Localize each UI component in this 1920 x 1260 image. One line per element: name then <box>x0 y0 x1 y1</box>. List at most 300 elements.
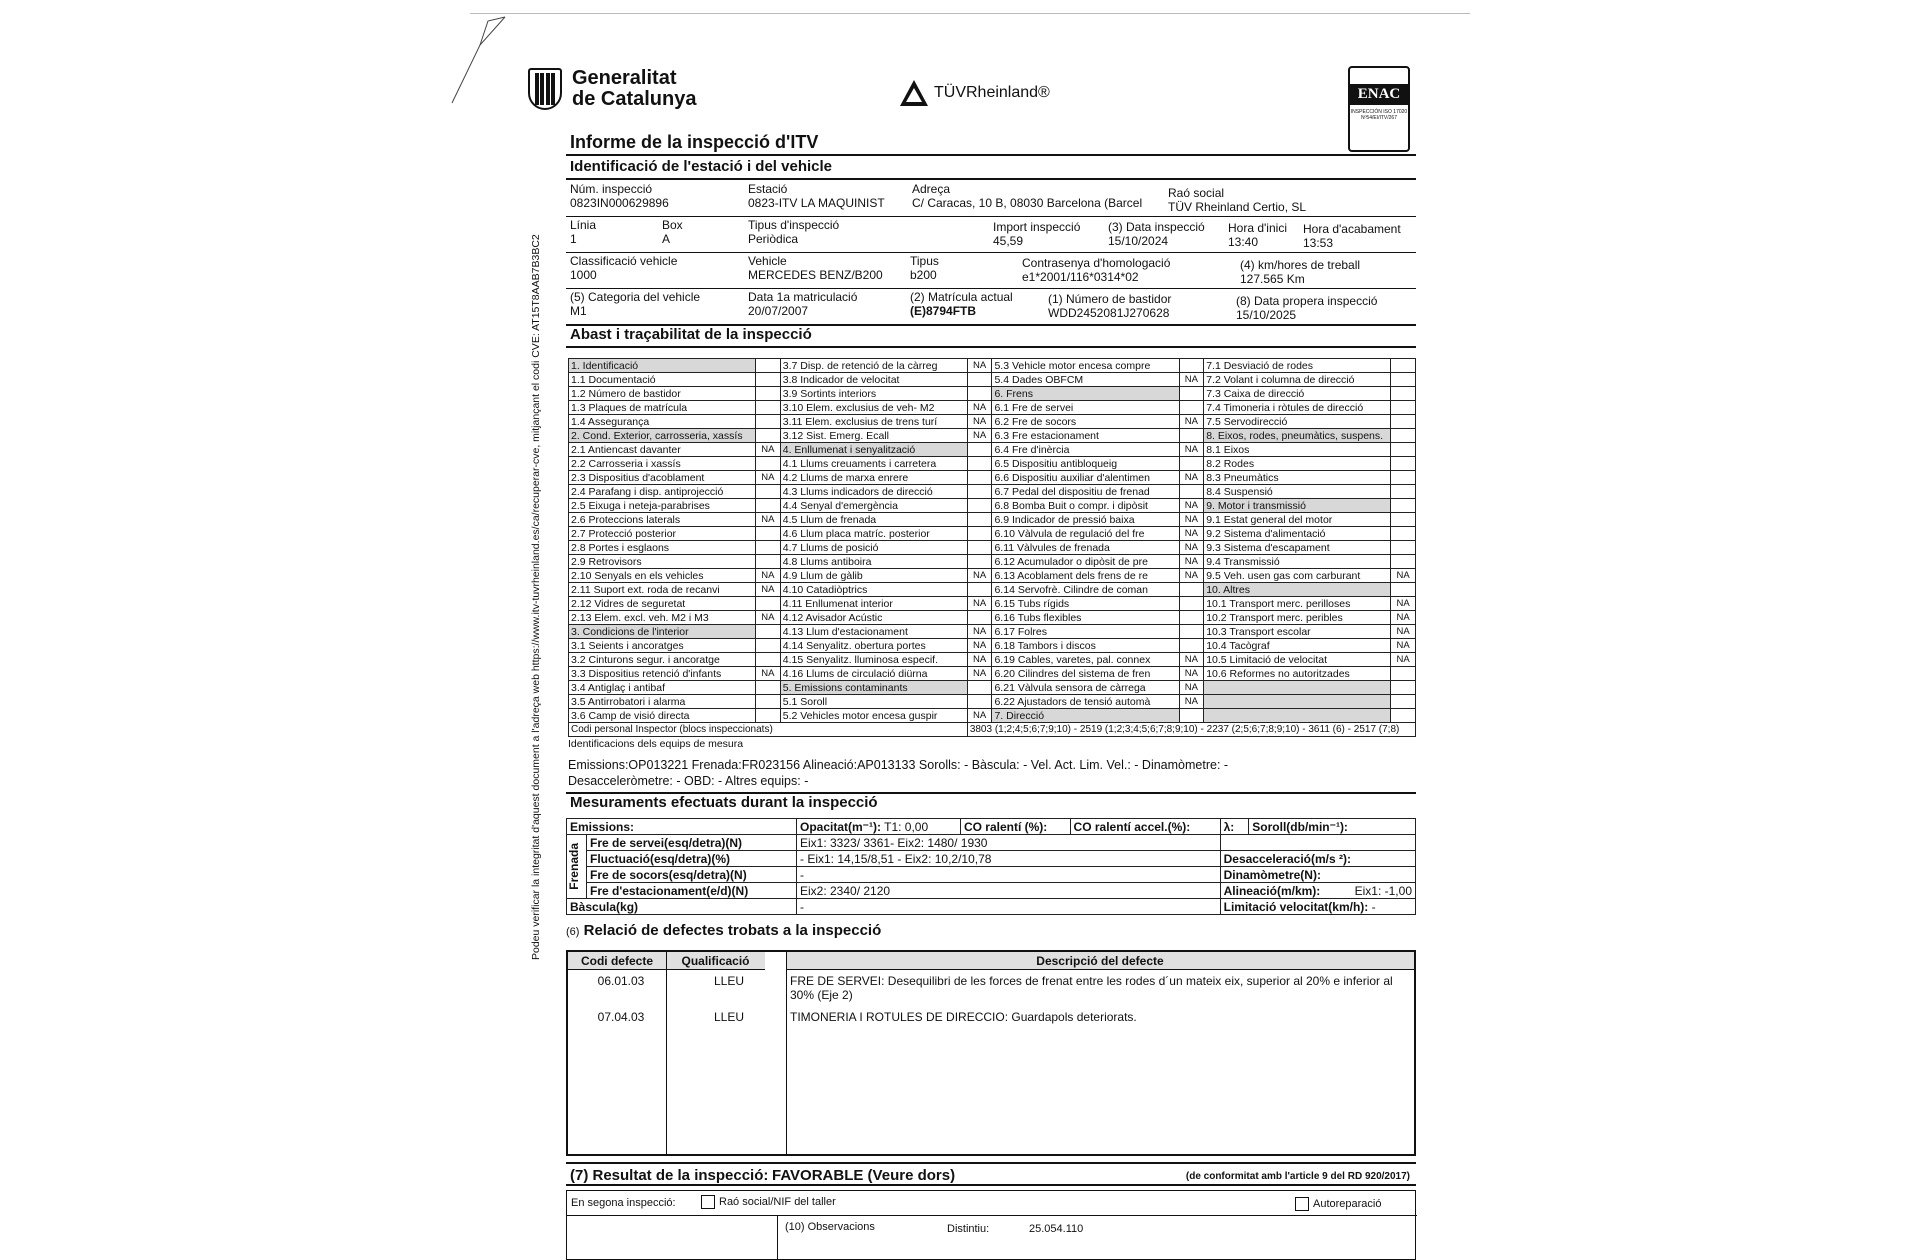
enac-logo <box>1348 66 1410 152</box>
abast-item: 8.1 Eixos <box>1204 443 1391 457</box>
inspector-code-label: Codi personal Inspector (blocs inspeccionats) <box>569 723 968 737</box>
result-note: (de conformitat amb l'article 9 del RD 920/2017) <box>1185 1171 1410 1182</box>
page-edge <box>470 13 1470 14</box>
abast-item: 3.1 Seients i ancoratges <box>569 639 756 653</box>
abast-item-status: NA <box>967 667 992 681</box>
abast-item: 6.17 Folres <box>992 625 1179 639</box>
defect-qualification: LLEU <box>713 1010 745 1024</box>
abast-item: 7.2 Volant i columna de direcció <box>1204 373 1391 387</box>
defects-table <box>566 950 1416 1156</box>
defect-description: TIMONERIA I ROTULES DE DIRECCIO: Guardapols deteriorats. <box>790 1010 1137 1024</box>
abast-item: 6.16 Tubs flexibles <box>992 611 1179 625</box>
abast-item: 6.18 Tambors i discos <box>992 639 1179 653</box>
abast-item: 8. Eixos, rodes, pneumàtics, suspens. <box>1204 429 1391 443</box>
abast-item-status: NA <box>756 471 781 485</box>
abast-item: 3.6 Camp de visió directa <box>569 709 756 723</box>
autoreparacio-checkbox[interactable] <box>1295 1197 1309 1211</box>
abast-item-status <box>967 373 992 387</box>
abast-item: 7.3 Caixa de direcció <box>1204 387 1391 401</box>
abast-item-status: NA <box>967 429 992 443</box>
field-data-inspeccio: (3) Data inspecció 15/10/2024 <box>1108 220 1205 248</box>
section-identification-title: Identificació de l'estació i del vehicle <box>570 158 832 175</box>
abast-item-status: NA <box>967 359 992 373</box>
abast-item-status: NA <box>1391 569 1416 583</box>
abast-row <box>569 387 1416 401</box>
abast-item: 6.14 Servofrè. Cilindre de coman <box>992 583 1179 597</box>
col-qualificacio: Qualificació <box>666 952 765 970</box>
abast-item: 4.5 Llum de frenada <box>780 513 967 527</box>
abast-item: 6.6 Dispositiu auxiliar d'alentimen <box>992 471 1179 485</box>
abast-item-status <box>756 625 781 639</box>
abast-row <box>569 681 1416 695</box>
abast-item <box>1204 709 1391 723</box>
abast-item-status <box>756 639 781 653</box>
field-vehicle: Vehicle MERCEDES BENZ/B200 <box>748 254 883 282</box>
abast-item-status <box>1179 583 1204 597</box>
abast-item: 6.15 Tubs rígids <box>992 597 1179 611</box>
abast-item: 4.10 Catadiòptrics <box>780 583 967 597</box>
abast-item-status <box>967 471 992 485</box>
field-tipus-inspeccio: Tipus d'inspecció Periòdica <box>748 218 840 246</box>
abast-item-status <box>756 387 781 401</box>
abast-item-status <box>756 373 781 387</box>
abast-item: 10.6 Reformes no autoritzades <box>1204 667 1391 681</box>
abast-item <box>1204 681 1391 695</box>
abast-row <box>569 527 1416 541</box>
abast-item: 6.7 Pedal del dispositiu de frenad <box>992 485 1179 499</box>
abast-item: 8.4 Suspensió <box>1204 485 1391 499</box>
abast-item: 6.21 Vàlvula sensora de càrrega <box>992 681 1179 695</box>
field-num-inspeccio: Núm. inspecció 0823IN000629896 <box>570 182 669 210</box>
abast-item: 5.2 Vehicles motor encesa guspir <box>780 709 967 723</box>
field-estacio: Estació 0823-ITV LA MAQUINIST <box>748 182 885 210</box>
abast-item: 6.10 Vàlvula de regulació del fre <box>992 527 1179 541</box>
abast-item: 5.3 Vehicle motor encesa compre <box>992 359 1179 373</box>
abast-item-status: NA <box>1179 569 1204 583</box>
abast-item-status: NA <box>1391 653 1416 667</box>
abast-item: 4.9 Llum de gàlib <box>780 569 967 583</box>
abast-item-status <box>756 709 781 723</box>
fre-estacionament-label: Fre d'estacionament(e/d)(N) <box>587 883 797 899</box>
field-matricula: (2) Matrícula actual (E)8794FTB <box>910 290 1013 318</box>
equipment-line1: Emissions:OP013221 Frenada:FR023156 Alineació:AP013133 Sorolls: - Bàscula: - Vel. Act. Lim. Vel.: - Dinamòmetre: - <box>568 758 1229 772</box>
abast-item-status <box>1391 667 1416 681</box>
abast-item-status <box>756 681 781 695</box>
abast-row <box>569 709 1416 723</box>
abast-item-status <box>756 359 781 373</box>
field-contrasenya: Contrasenya d'homologació e1*2001/116*0314*02 <box>1022 256 1171 284</box>
abast-item: 4.3 Llums indicadors de direcció <box>780 485 967 499</box>
result-bar <box>566 1162 1416 1186</box>
abast-item: 9.1 Estat general del motor <box>1204 513 1391 527</box>
abast-row <box>569 359 1416 373</box>
abast-item: 1. Identificació <box>569 359 756 373</box>
abast-item-status <box>756 457 781 471</box>
abast-item: 2.3 Dispositius d'acoblament <box>569 471 756 485</box>
abast-item: 2.5 Eixuga i neteja-parabrises <box>569 499 756 513</box>
abast-item: 2.2 Carrosseria i xassís <box>569 457 756 471</box>
dinamometre: Dinamòmetre(N): <box>1220 867 1415 883</box>
abast-item-status <box>967 681 992 695</box>
abast-row <box>569 639 1416 653</box>
field-bastidor: (1) Número de bastidor WDD2452081J270628 <box>1048 292 1172 320</box>
abast-row <box>569 555 1416 569</box>
verification-note: Podeu verificar la integritat d'aquest document a l'adreça web https://www.itv-tuvrheinland.es/ca/recuperar-cve, mitjançant el codi CVE: AT15T8AAB7B3BC2 <box>530 234 542 960</box>
abast-item-status <box>1179 401 1204 415</box>
abast-item-status <box>1391 499 1416 513</box>
abast-item: 2.6 Proteccions laterals <box>569 513 756 527</box>
distintiu-label: Distintiu: <box>947 1223 990 1235</box>
abast-item: 4.6 Llum placa matríc. posterior <box>780 527 967 541</box>
abast-item: 5.4 Dades OBFCM <box>992 373 1179 387</box>
divider <box>566 346 1416 348</box>
abast-item-status <box>756 695 781 709</box>
observacions-label: (10) Observacions <box>785 1221 875 1233</box>
field-adreca: Adreça C/ Caracas, 10 B, 08030 Barcelona (Barcel <box>912 182 1143 210</box>
abast-item-status <box>967 513 992 527</box>
abast-item: 6.19 Cables, varetes, pal. connex <box>992 653 1179 667</box>
abast-item-status <box>1391 443 1416 457</box>
field-data-matricula: Data 1a matriculació 20/07/2007 <box>748 290 858 318</box>
abast-item-status <box>967 457 992 471</box>
abast-item-status <box>1391 359 1416 373</box>
scan-corner-mark <box>450 15 510 105</box>
equipment-line2: Desacceleròmetre: - OBD: - Altres equips: - <box>568 774 809 788</box>
abast-item-status <box>1179 709 1204 723</box>
co-accel: CO ralentí accel.(%): <box>1070 819 1220 835</box>
abast-item: 3.4 Antiglaç i antibaf <box>569 681 756 695</box>
abast-item: 10.1 Transport merc. perilloses <box>1204 597 1391 611</box>
divider <box>566 216 1416 217</box>
defect-description: FRE DE SERVEI: Desequilibri de les forces de frenat entre les rodes d´un mateix eix, superior al 20% e inferior al 30% (Eje 2) <box>790 974 1393 1002</box>
field-hora-inici: Hora d'inici 13:40 <box>1228 221 1287 249</box>
abast-item: 3.7 Disp. de retenció de la càrreg <box>780 359 967 373</box>
segona-inspeccio-label: En segona inspecció: <box>571 1197 676 1209</box>
defect-qualification: LLEU <box>713 974 745 988</box>
abast-row <box>569 569 1416 583</box>
abast-item: 4.11 Enllumenat interior <box>780 597 967 611</box>
abast-item: 1.4 Assegurança <box>569 415 756 429</box>
abast-row <box>569 625 1416 639</box>
abast-item: 6.4 Fre d'inèrcia <box>992 443 1179 457</box>
divider <box>566 178 1416 180</box>
abast-item: 2.12 Vidres de seguretat <box>569 597 756 611</box>
abast-item-status <box>756 597 781 611</box>
autoreparacio-field: Autoreparació <box>1291 1197 1382 1211</box>
abast-item-status: NA <box>1179 667 1204 681</box>
abast-item-status: NA <box>1391 597 1416 611</box>
abast-item-status: NA <box>1179 527 1204 541</box>
abast-item-status <box>1391 695 1416 709</box>
abast-item-status <box>756 527 781 541</box>
abast-item-status <box>1391 709 1416 723</box>
abast-item-status: NA <box>1179 541 1204 555</box>
abast-item-status <box>1179 387 1204 401</box>
abast-item: 8.3 Pneumàtics <box>1204 471 1391 485</box>
abast-item: 4.7 Llums de posició <box>780 541 967 555</box>
abast-item: 4.4 Senyal d'emergència <box>780 499 967 513</box>
abast-item: 4.15 Senyalitz. lluminosa especif. <box>780 653 967 667</box>
abast-item: 4.16 Llums de circulació diürna <box>780 667 967 681</box>
abast-item-status: NA <box>1179 373 1204 387</box>
abast-item: 6.3 Fre estacionament <box>992 429 1179 443</box>
abast-item: 10.3 Transport escolar <box>1204 625 1391 639</box>
abast-item: 3.5 Antirrobatori i alarma <box>569 695 756 709</box>
rao-taller-field: Raó social/NIF del taller <box>697 1195 836 1209</box>
abast-row <box>569 513 1416 527</box>
inspector-code-value: 3803 (1;2;4;5;6;7;9;10) - 2519 (1;2;3;4;5;6;7;8;9;10) - 2237 (2;5;6;7;8;9;10) - 3611 (6) - 2517 (7;8) <box>967 723 1415 737</box>
rao-taller-checkbox[interactable] <box>701 1195 715 1209</box>
abast-row <box>569 611 1416 625</box>
abast-item-status <box>1179 359 1204 373</box>
measurements-table <box>566 818 1416 915</box>
lambda: λ: <box>1220 819 1249 835</box>
abast-item-status <box>967 695 992 709</box>
abast-item: 10.4 Tacògraf <box>1204 639 1391 653</box>
abast-item: 9.4 Transmissió <box>1204 555 1391 569</box>
abast-item-status <box>756 415 781 429</box>
result-value: FAVORABLE (Veure dors) <box>772 1167 956 1184</box>
abast-item: 6.11 Vàlvules de frenada <box>992 541 1179 555</box>
abast-item-status: NA <box>756 611 781 625</box>
abast-item: 6.5 Dispositiu antibloqueig <box>992 457 1179 471</box>
col-codi-defecte: Codi defecte <box>568 952 666 970</box>
abast-item: 2.13 Elem. excl. veh. M2 i M3 <box>569 611 756 625</box>
abast-item: 8.2 Rodes <box>1204 457 1391 471</box>
abast-item-status <box>756 555 781 569</box>
abast-item: 1.3 Plaques de matrícula <box>569 401 756 415</box>
abast-item: 10.2 Transport merc. peribles <box>1204 611 1391 625</box>
abast-item <box>1204 695 1391 709</box>
abast-item-status: NA <box>1179 499 1204 513</box>
abast-item-status <box>967 485 992 499</box>
abast-item-status: NA <box>967 653 992 667</box>
tuv-triangle-icon <box>900 80 928 106</box>
field-box: Box A <box>662 218 683 246</box>
abast-item-status: NA <box>1179 681 1204 695</box>
abast-item: 1.2 Número de bastidor <box>569 387 756 401</box>
enac-accreditation: INSPECCIÓN ISO 17020 Nº54/EI/ITV/267 <box>1350 109 1408 121</box>
generalitat-line1: Generalitat <box>572 67 677 89</box>
page-title: Informe de la inspecció d'ITV <box>570 132 819 152</box>
abast-item: 3.10 Elem. exclusius de veh- M2 <box>780 401 967 415</box>
abast-item: 5. Emissions contaminants <box>780 681 967 695</box>
field-propera-inspeccio: (8) Data propera inspecció 15/10/2025 <box>1236 294 1378 322</box>
divider <box>567 1215 1417 1216</box>
defect-code: 06.01.03 <box>597 974 645 988</box>
abast-item: 6.1 Fre de servei <box>992 401 1179 415</box>
alineacio: Alineació(m/km): Eix1: -1,00 <box>1220 883 1415 899</box>
abast-item: 4.14 Senyalitz. obertura portes <box>780 639 967 653</box>
abast-row <box>569 583 1416 597</box>
abast-item-status <box>967 443 992 457</box>
field-hora-acabament: Hora d'acabament 13:53 <box>1303 222 1401 250</box>
abast-row <box>569 415 1416 429</box>
abast-item-status <box>1179 625 1204 639</box>
abast-item-status <box>756 541 781 555</box>
desacceleracio: Desacceleració(m/s ²): <box>1220 851 1415 867</box>
abast-item-status: NA <box>1391 625 1416 639</box>
abast-item-status <box>1179 485 1204 499</box>
abast-item: 3.3 Dispositius retenció d'infants <box>569 667 756 681</box>
abast-item: 2.8 Portes i esglaons <box>569 541 756 555</box>
abast-item-status: NA <box>756 513 781 527</box>
abast-item: 9.3 Sistema d'escapament <box>1204 541 1391 555</box>
bascula-value: - <box>797 899 1221 915</box>
abast-item-status: NA <box>1179 695 1204 709</box>
abast-item-status: NA <box>967 625 992 639</box>
field-import: Import inspecció 45,59 <box>993 220 1081 248</box>
abast-item-status: NA <box>756 569 781 583</box>
equipment-title: Identificacions dels equips de mesura <box>568 738 744 750</box>
abast-item-status: NA <box>967 569 992 583</box>
abast-item-status <box>1179 611 1204 625</box>
divider <box>777 1215 778 1259</box>
abast-item: 6. Frens <box>992 387 1179 401</box>
divider <box>566 288 1416 289</box>
section-measurements-title: Mesuraments efectuats durant la inspecció <box>570 794 878 811</box>
abast-item: 1.1 Documentació <box>569 373 756 387</box>
abast-row <box>569 695 1416 709</box>
abast-item-status <box>756 429 781 443</box>
abast-item-status <box>1391 373 1416 387</box>
abast-item: 9.5 Veh. usen gas com carburant <box>1204 569 1391 583</box>
abast-table <box>568 358 1416 737</box>
frenada-label: Frenada <box>567 835 587 899</box>
abast-item-status <box>1391 457 1416 471</box>
abast-item-status: NA <box>756 667 781 681</box>
abast-item: 4.1 Llums creuaments i carretera <box>780 457 967 471</box>
abast-item-status <box>1391 583 1416 597</box>
abast-item: 2.9 Retrovisors <box>569 555 756 569</box>
opacitat: Opacitat(m⁻¹): T1: 0,00 <box>797 819 961 835</box>
abast-item: 4.8 Llums antiboira <box>780 555 967 569</box>
emissions-label: Emissions: <box>567 819 797 835</box>
abast-item-status: NA <box>967 401 992 415</box>
abast-row <box>569 667 1416 681</box>
defects-heading: (6) Relació de defectes trobats a la inspecció <box>566 922 882 939</box>
abast-item-status <box>1391 471 1416 485</box>
abast-item-status <box>1391 429 1416 443</box>
result-label: (7) Resultat de la inspecció: <box>570 1167 769 1184</box>
abast-item-status <box>756 499 781 513</box>
abast-item-status <box>1391 415 1416 429</box>
abast-row <box>569 443 1416 457</box>
abast-item: 6.2 Fre de socors <box>992 415 1179 429</box>
enac-name: ENAC <box>1350 84 1408 105</box>
section-abast-title: Abast i traçabilitat de la inspecció <box>570 326 812 343</box>
abast-item-status: NA <box>1179 653 1204 667</box>
abast-item: 6.9 Indicador de pressió baixa <box>992 513 1179 527</box>
abast-item: 10. Altres <box>1204 583 1391 597</box>
fluctuacio-value: - Eix1: 14,15/8,51 - Eix2: 10,2/10,78 <box>797 851 1221 867</box>
abast-item: 6.12 Acumulador o dipòsit de pre <box>992 555 1179 569</box>
blank-cell <box>1220 835 1415 851</box>
abast-row <box>569 541 1416 555</box>
distintiu-value: 25.054.110 <box>1029 1223 1084 1235</box>
abast-item-status: NA <box>756 583 781 597</box>
abast-item: 6.22 Ajustadors de tensió automà <box>992 695 1179 709</box>
abast-item: 4.13 Llum d'estacionament <box>780 625 967 639</box>
abast-item: 3.8 Indicador de velocitat <box>780 373 967 387</box>
soroll: Soroll(db/min⁻¹): <box>1249 819 1416 835</box>
abast-item: 3.11 Elem. exclusius de trens turí <box>780 415 967 429</box>
generalitat-emblem-icon <box>528 68 562 110</box>
field-km: (4) km/hores de treball 127.565 Km <box>1240 258 1361 286</box>
abast-item-status: NA <box>1391 611 1416 625</box>
abast-item: 4. Enllumenat i senyalització <box>780 443 967 457</box>
abast-item-status: NA <box>1179 415 1204 429</box>
abast-item-status <box>967 611 992 625</box>
abast-item: 4.12 Avisador Acústic <box>780 611 967 625</box>
abast-item: 2. Cond. Exterior, carrosseria, xassís <box>569 429 756 443</box>
abast-item: 7.1 Desviació de rodes <box>1204 359 1391 373</box>
column-divider <box>786 952 787 1154</box>
abast-item-status: NA <box>967 597 992 611</box>
abast-item: 6.8 Bomba Buit o compr. i dipòsit <box>992 499 1179 513</box>
fre-socors-value: - <box>797 867 1221 883</box>
abast-item-status <box>967 387 992 401</box>
abast-item-status <box>1391 401 1416 415</box>
abast-item: 3.2 Cinturons segur. i ancoratge <box>569 653 756 667</box>
abast-row <box>569 485 1416 499</box>
bascula-label: Bàscula(kg) <box>567 899 797 915</box>
field-categoria: (5) Categoria del vehicle M1 <box>570 290 701 318</box>
abast-item-status <box>967 499 992 513</box>
abast-item-status: NA <box>967 415 992 429</box>
abast-item-status <box>1179 597 1204 611</box>
fre-socors-label: Fre de socors(esq/detra)(N) <box>587 867 797 883</box>
abast-item: 2.10 Senyals en els vehicles <box>569 569 756 583</box>
generalitat-logo <box>528 68 696 110</box>
co-ralenti: CO ralentí (%): <box>960 819 1070 835</box>
abast-item: 3.12 Sist. Emerg. Ecall <box>780 429 967 443</box>
abast-item-status <box>1391 513 1416 527</box>
abast-item-status <box>1391 527 1416 541</box>
abast-item: 2.1 Antiencast davanter <box>569 443 756 457</box>
abast-item-status: NA <box>1391 639 1416 653</box>
abast-item: 7.5 Servodirecció <box>1204 415 1391 429</box>
abast-item: 5.1 Soroll <box>780 695 967 709</box>
abast-item-status <box>1391 681 1416 695</box>
abast-item: 2.11 Suport ext. roda de recanvi <box>569 583 756 597</box>
fre-servei-value: Eix1: 3323/ 3361- Eix2: 1480/ 1930 <box>797 835 1221 851</box>
abast-item: 2.7 Protecció posterior <box>569 527 756 541</box>
abast-row <box>569 401 1416 415</box>
column-divider <box>666 952 667 1154</box>
abast-row <box>569 457 1416 471</box>
abast-item-status: NA <box>967 639 992 653</box>
abast-item: 7.4 Timoneria i ròtules de direcció <box>1204 401 1391 415</box>
col-descripcio: Descripció del defecte <box>786 952 1414 970</box>
abast-item: 9. Motor i transmissió <box>1204 499 1391 513</box>
fre-estacionament-value: Eix2: 2340/ 2120 <box>797 883 1221 899</box>
limitacio: Limitació velocitat(km/h): - <box>1220 899 1415 915</box>
abast-row <box>569 597 1416 611</box>
abast-item-status <box>967 527 992 541</box>
abast-item-status <box>1179 639 1204 653</box>
abast-item-status <box>967 583 992 597</box>
abast-item: 7. Direcció <box>992 709 1179 723</box>
abast-item-status: NA <box>756 443 781 457</box>
abast-item: 6.13 Acoblament dels frens de re <box>992 569 1179 583</box>
abast-item: 4.2 Llums de marxa enrere <box>780 471 967 485</box>
abast-item-status <box>1391 555 1416 569</box>
abast-row <box>569 429 1416 443</box>
tuv-logo <box>900 80 1050 106</box>
abast-item-status: NA <box>1179 513 1204 527</box>
abast-row <box>569 471 1416 485</box>
